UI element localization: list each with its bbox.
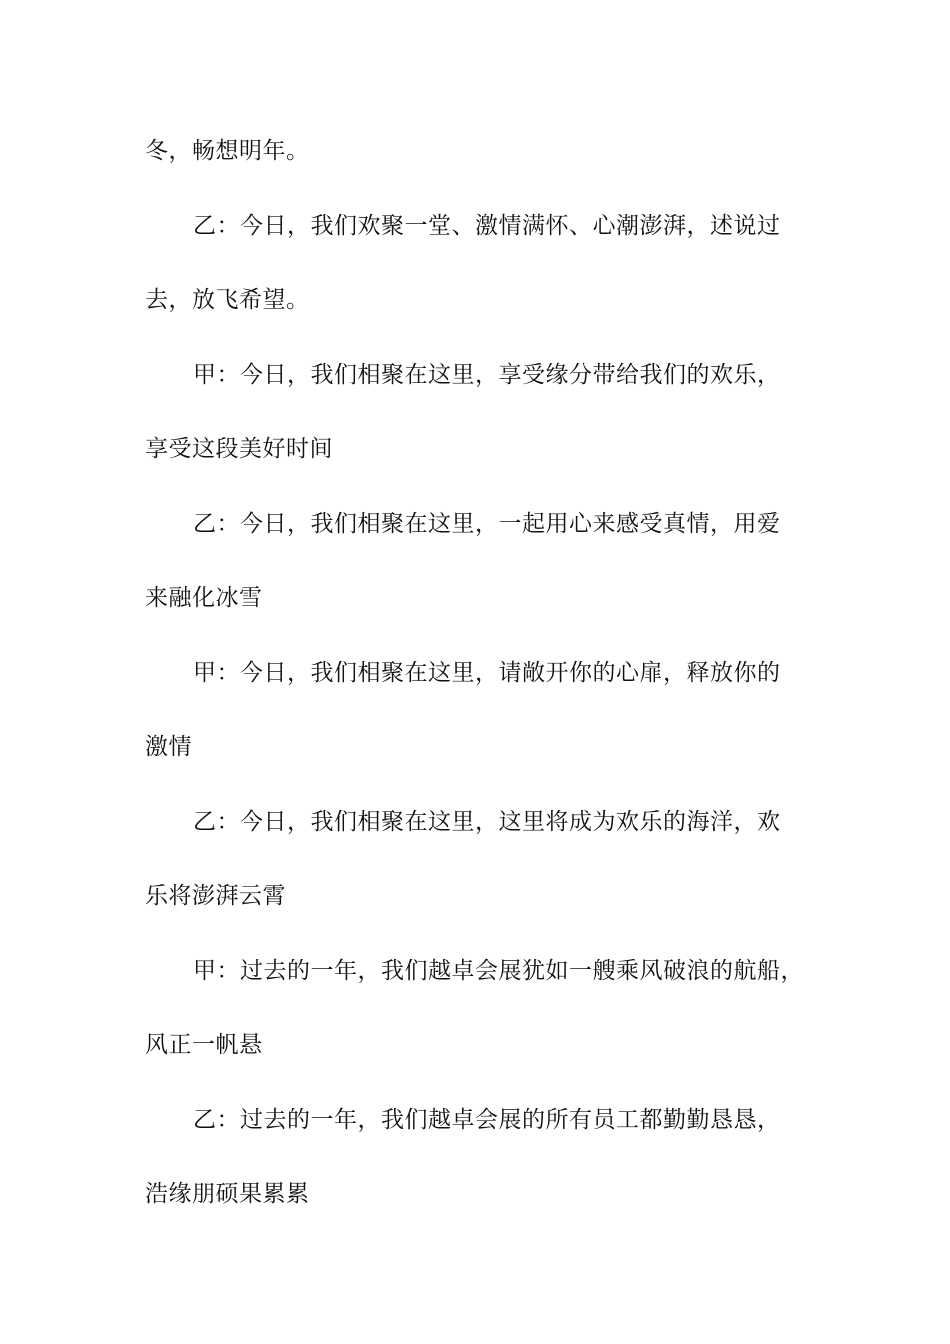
text-line: 浩缘朋硕果累累: [145, 1181, 310, 1207]
text-line: 去，放飞希望。: [145, 287, 310, 313]
text-line: 乙：今日，我们相聚在这里，这里将成为欢乐的海洋，欢: [193, 808, 781, 835]
text-line: 冬，畅想明年。: [145, 138, 310, 164]
text-line: 乙：过去的一年，我们越卓会展的所有员工都勤勤恳恳，: [193, 1106, 781, 1133]
text-line: 风正一帆悬: [145, 1032, 263, 1058]
text-line: 激情: [145, 734, 192, 760]
text-line: 来融化冰雪: [145, 585, 263, 611]
text-line: 甲：过去的一年，我们越卓会展犹如一艘乘风破浪的航船，: [193, 957, 804, 984]
text-line: 乙：今日，我们相聚在这里，一起用心来感受真情，用爱: [193, 510, 781, 537]
text-line: 乙：今日，我们欢聚一堂、激情满怀、心潮澎湃，述说过: [193, 212, 781, 239]
text-line: 甲：今日，我们相聚在这里，享受缘分带给我们的欢乐，: [193, 361, 781, 388]
text-line: 甲：今日，我们相聚在这里，请敞开你的心扉，释放你的: [193, 659, 781, 686]
text-line: 乐将澎湃云霄: [145, 883, 286, 909]
text-line: 享受这段美好时间: [145, 436, 333, 462]
document-body: [145, 127, 845, 1245]
